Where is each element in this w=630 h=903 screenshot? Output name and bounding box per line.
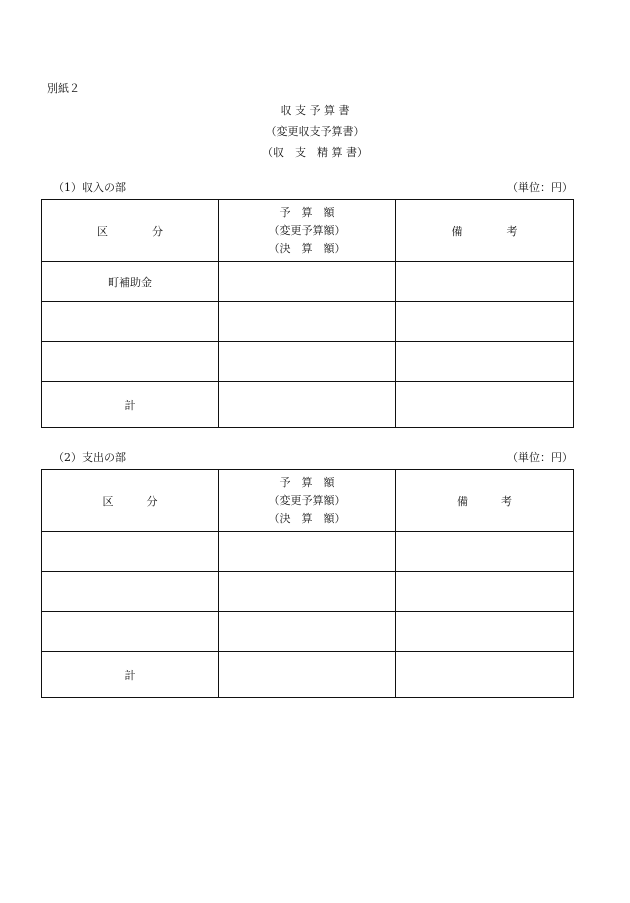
expense-section-title: （2）支出の部	[53, 451, 126, 464]
expense-total-label: 計	[42, 652, 219, 698]
expense-table	[41, 469, 574, 698]
income-row-3-amount	[219, 342, 396, 382]
attachment-label: 別紙２	[47, 82, 80, 95]
expense-row-3-amount	[219, 612, 396, 652]
title-budget: 収 支 予 算 書	[280, 104, 350, 117]
income-header-row	[42, 200, 574, 262]
income-row-2-category	[42, 302, 219, 342]
expense-header-amount-settlement: （決 算 額）	[268, 511, 346, 525]
table-row	[42, 612, 574, 652]
expense-header-amount-revised: （変更予算額）	[268, 493, 346, 507]
expense-row-3-remarks	[396, 612, 574, 652]
expense-header-remarks: 備 考	[396, 470, 574, 532]
title-settlement: （収 支 精 算 書）	[262, 146, 368, 159]
title-revised-budget: （変更収支予算書）	[265, 125, 365, 138]
income-total-amount	[219, 382, 396, 428]
income-row-2-amount	[219, 302, 396, 342]
income-unit-label: （単位：円）	[507, 181, 573, 194]
expense-row-1-amount	[219, 532, 396, 572]
income-total-remarks	[396, 382, 574, 428]
expense-header-amount-budget: 予 算 額	[279, 475, 335, 489]
expense-total-remarks	[396, 652, 574, 698]
income-row-3-remarks	[396, 342, 574, 382]
expense-total-row	[42, 652, 574, 698]
table-row	[42, 572, 574, 612]
income-header-amount-budget: 予 算 額	[279, 205, 335, 219]
income-table	[41, 199, 574, 428]
income-row-2-remarks	[396, 302, 574, 342]
income-row-1-remarks	[396, 262, 574, 302]
expense-row-2-category	[42, 572, 219, 612]
income-row-1-category: 町補助金	[42, 262, 219, 302]
income-section-title: （1）収入の部	[53, 181, 126, 194]
income-header-amount-revised: （変更予算額）	[268, 223, 346, 237]
expense-header-amount	[219, 470, 396, 532]
income-header-category: 区 分	[42, 200, 219, 262]
income-row-1-amount	[219, 262, 396, 302]
income-header-amount-settlement: （決 算 額）	[268, 241, 346, 255]
table-row	[42, 342, 574, 382]
income-total-label: 計	[42, 382, 219, 428]
expense-row-2-amount	[219, 572, 396, 612]
income-section-header	[41, 180, 573, 196]
table-row	[42, 532, 574, 572]
income-header-amount	[219, 200, 396, 262]
expense-row-3-category	[42, 612, 219, 652]
income-row-3-category	[42, 342, 219, 382]
expense-row-1-category	[42, 532, 219, 572]
table-row	[42, 262, 574, 302]
expense-row-2-remarks	[396, 572, 574, 612]
expense-total-amount	[219, 652, 396, 698]
expense-unit-label: （単位：円）	[507, 451, 573, 464]
income-header-remarks: 備 考	[396, 200, 574, 262]
expense-header-row	[42, 470, 574, 532]
expense-section-header	[41, 450, 573, 466]
document-title-block	[0, 100, 630, 163]
expense-header-category: 区 分	[42, 470, 219, 532]
income-total-row	[42, 382, 574, 428]
expense-row-1-remarks	[396, 532, 574, 572]
table-row	[42, 302, 574, 342]
